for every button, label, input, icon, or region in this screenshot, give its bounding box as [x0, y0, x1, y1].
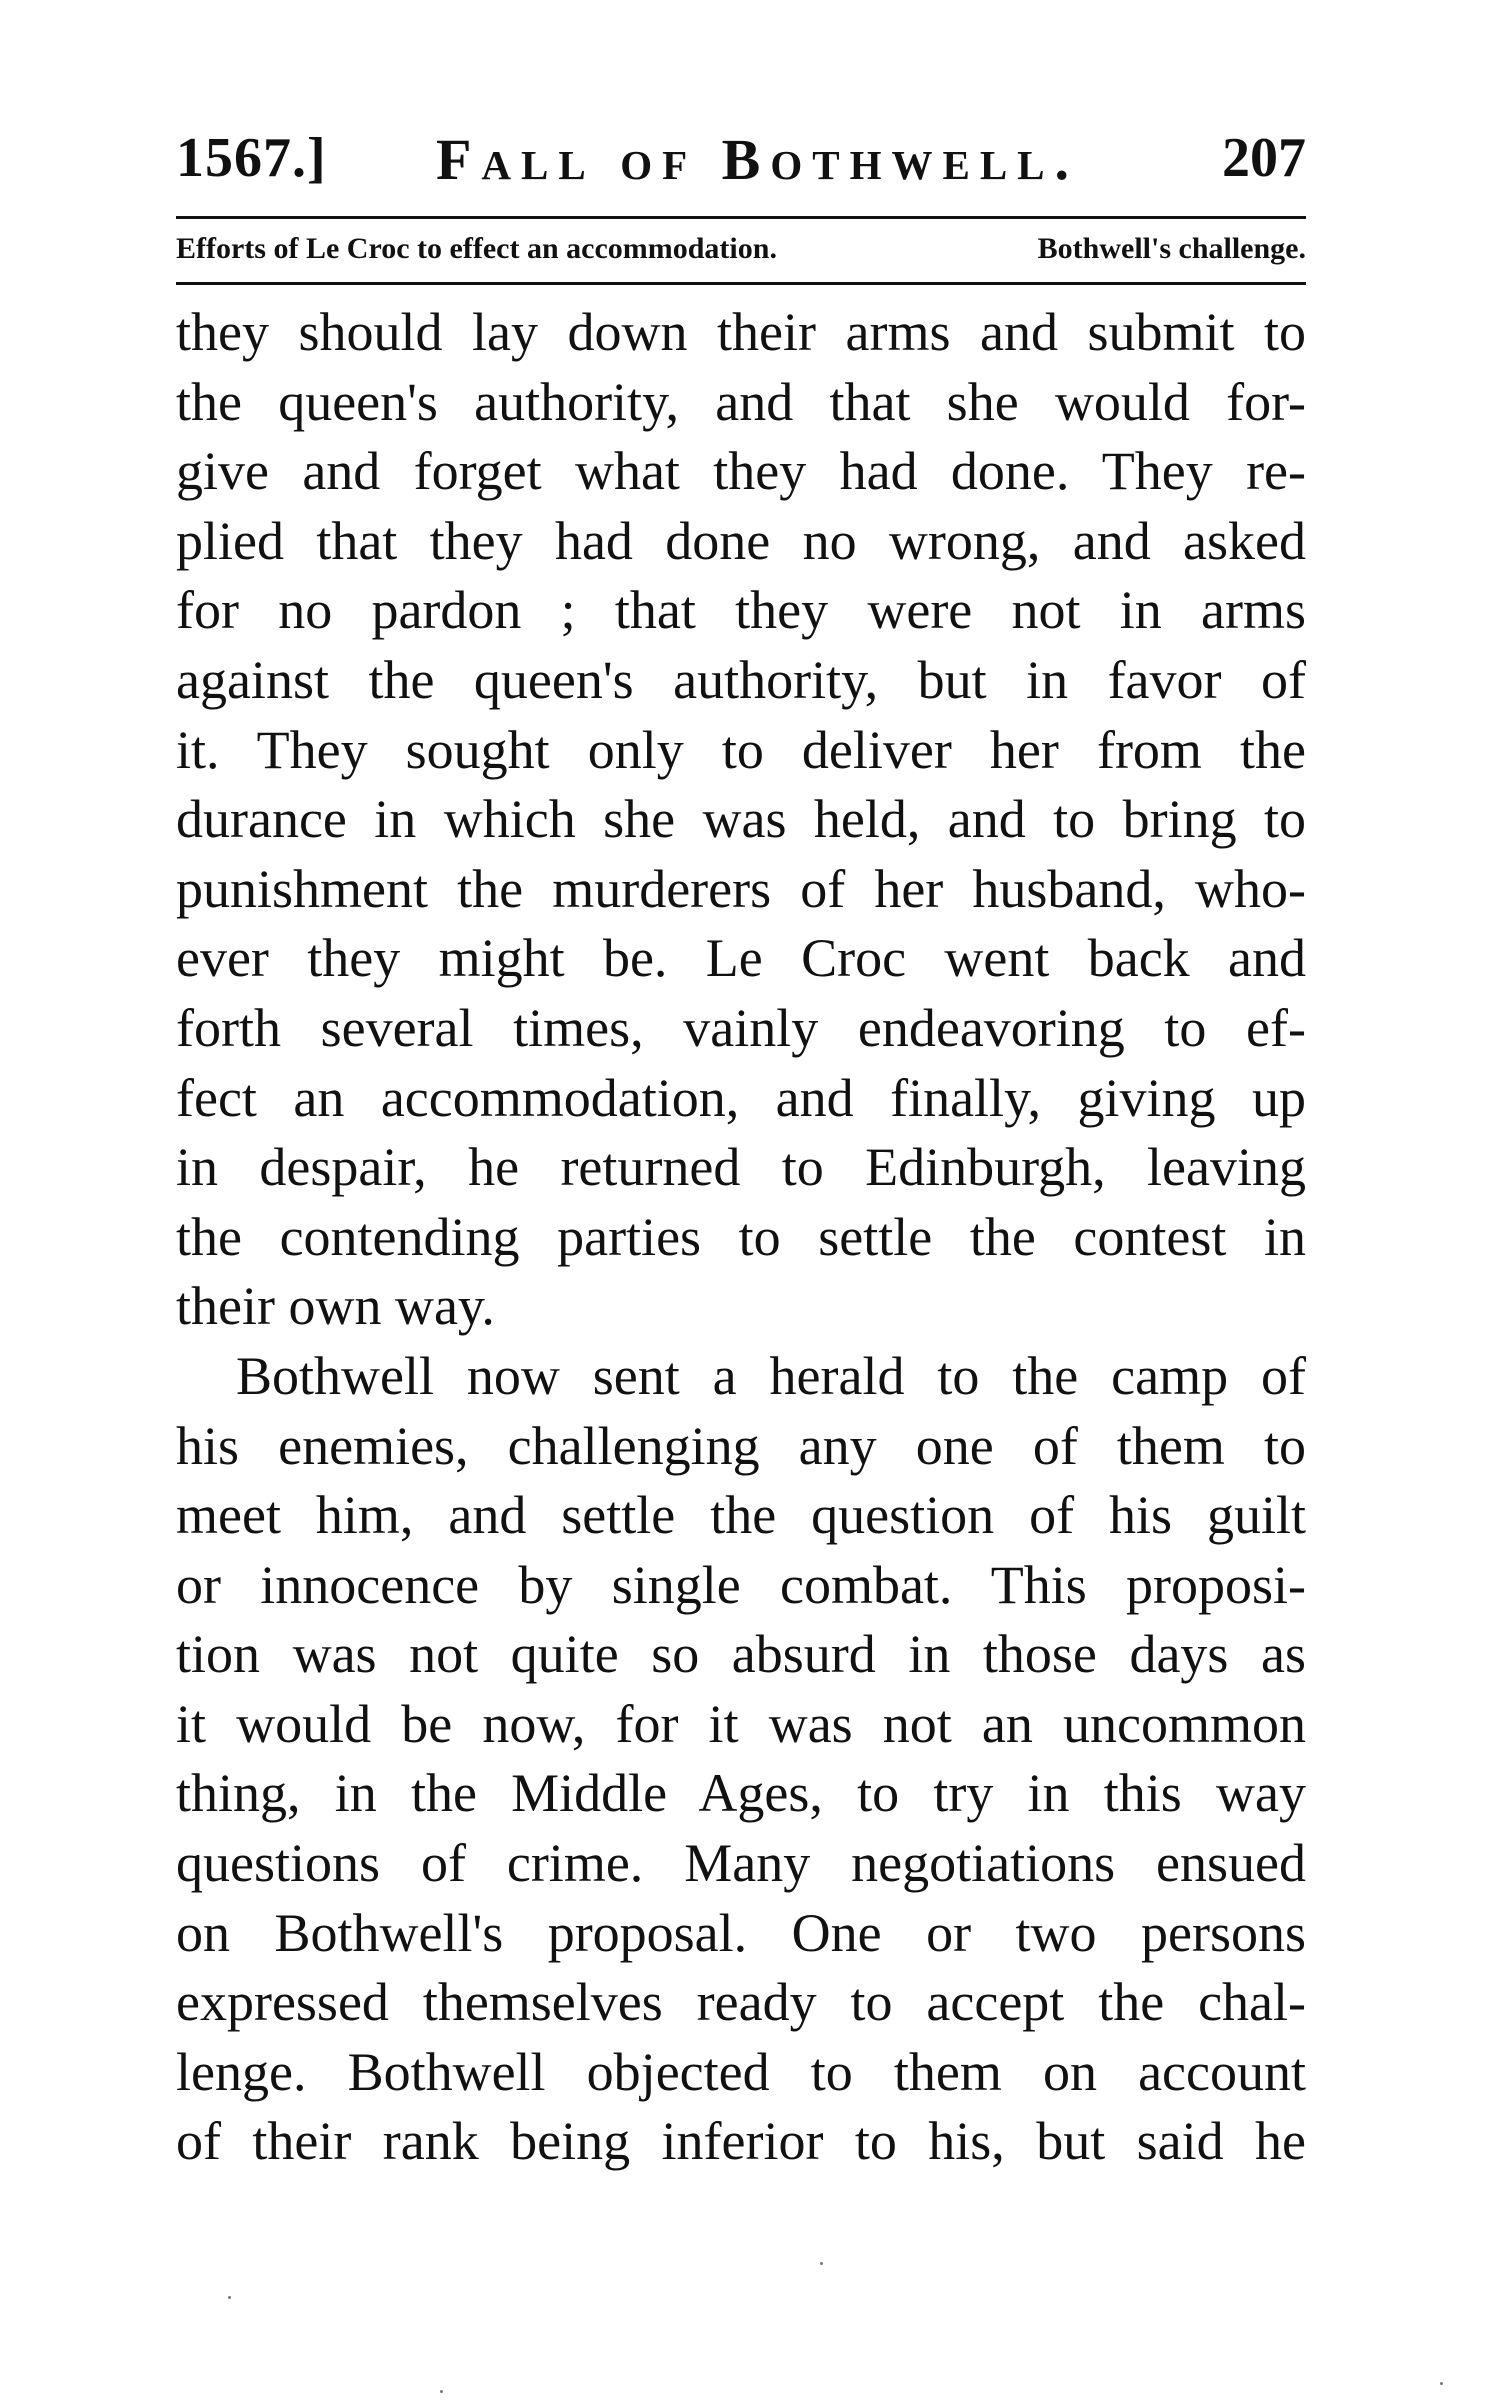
header-rule-top — [176, 216, 1306, 219]
header-rule-bottom — [176, 282, 1306, 285]
text-line: the queen's authority, and that she would for- — [176, 371, 1306, 432]
body-text — [176, 298, 1306, 2177]
subheading-right: Bothwell's challenge. — [1037, 232, 1306, 265]
text-line: on Bothwell's proposal. One or two persons — [176, 1902, 1306, 1963]
paper-speck — [820, 2262, 823, 2265]
text-line: punishment the murderers of her husband, who- — [176, 858, 1306, 919]
paper-speck — [228, 2296, 231, 2299]
text-line: it would be now, for it was not an uncommon — [176, 1693, 1306, 1754]
page-number: 207 — [1222, 127, 1306, 189]
text-line: tion was not quite so absurd in those days as — [176, 1624, 1306, 1685]
text-line: it. They sought only to deliver her from the — [176, 719, 1306, 780]
text-line: thing, in the Middle Ages, to try in this way — [176, 1763, 1306, 1824]
text-line: plied that they had done no wrong, and asked — [176, 510, 1306, 571]
subheading-left: Efforts of Le Croc to effect an accommodation. — [176, 232, 777, 265]
text-line: for no pardon ; that they were not in arms — [176, 580, 1306, 641]
text-line: give and forget what they had done. They re- — [176, 441, 1306, 502]
paper-speck — [440, 2390, 443, 2393]
text-line: expressed themselves ready to accept the chal- — [176, 1972, 1306, 2033]
text-line: fect an accommodation, and finally, giving up — [176, 1067, 1306, 1128]
text-line: questions of crime. Many negotiations ensued — [176, 1833, 1306, 1894]
text-line: ever they might be. Le Croc went back and — [176, 928, 1306, 989]
text-line: their own way. — [176, 1276, 495, 1337]
text-line: lenge. Bothwell objected to them on account — [176, 2041, 1306, 2102]
running-title: Fall of Bothwell. — [436, 127, 1080, 192]
text-line: they should lay down their arms and submit to — [176, 302, 1306, 362]
paragraph-2 — [176, 1342, 1306, 2177]
page-header — [176, 126, 1306, 200]
text-line: against the queen's authority, but in favor of — [176, 649, 1306, 710]
text-line: of their rank being inferior to his, but said he — [176, 2111, 1306, 2172]
paper-speck — [1440, 2382, 1443, 2385]
text-line: meet him, and settle the question of his guilt — [176, 1485, 1306, 1546]
text-line: in despair, he returned to Edinburgh, leaving — [176, 1137, 1306, 1198]
text-line: durance in which she was held, and to bring to — [176, 789, 1306, 850]
text-line: his enemies, challenging any one of them to — [176, 1415, 1306, 1476]
text-line: forth several times, vainly endeavoring to ef- — [176, 997, 1306, 1058]
text-line: or innocence by single combat. This proposi- — [176, 1554, 1306, 1615]
header-year: 1567.] — [176, 127, 327, 189]
text-line: the contending parties to settle the contest in — [176, 1206, 1306, 1267]
paragraph-1 — [176, 298, 1306, 1342]
marginal-subheading — [176, 228, 1306, 274]
text-line: Bothwell now sent a herald to the camp of — [236, 1345, 1306, 1406]
